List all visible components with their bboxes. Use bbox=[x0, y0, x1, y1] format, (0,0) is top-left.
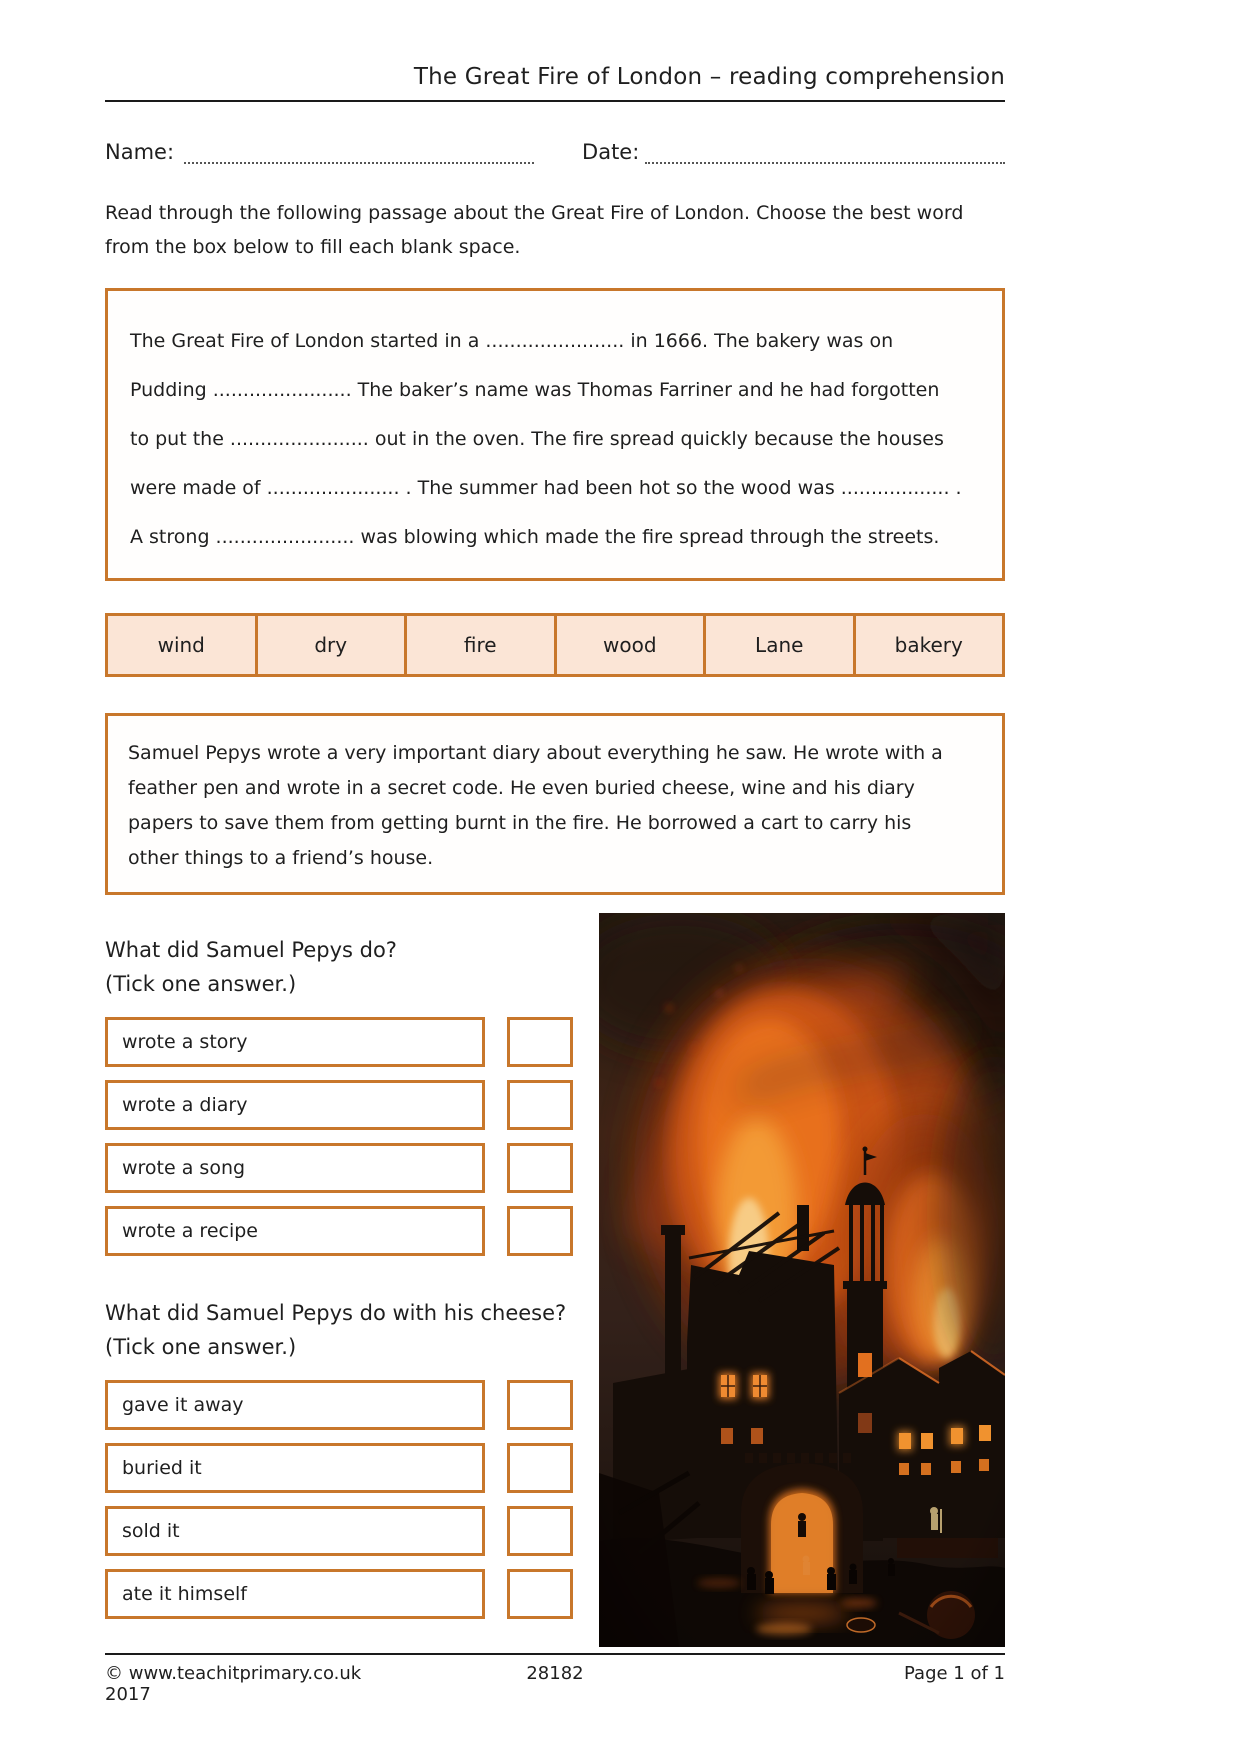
word-bank-cell: Lane bbox=[703, 613, 856, 677]
tick-checkbox[interactable] bbox=[507, 1143, 573, 1193]
questions-column bbox=[105, 933, 573, 1632]
answer-option-row bbox=[105, 1017, 573, 1067]
answer-option-box bbox=[105, 1206, 485, 1256]
answer-option-row bbox=[105, 1380, 573, 1430]
answer-option-row bbox=[105, 1143, 573, 1193]
passage-line: The Great Fire of London started in a ....................... in 1666. The bakery was on bbox=[130, 330, 894, 352]
tick-checkbox[interactable] bbox=[507, 1443, 573, 1493]
tick-checkbox[interactable] bbox=[507, 1017, 573, 1067]
question-hint: (Tick one answer.) bbox=[105, 972, 297, 996]
answer-option-box bbox=[105, 1569, 485, 1619]
answer-option-box bbox=[105, 1143, 485, 1193]
date-label: Date: bbox=[582, 140, 640, 164]
pepys-line: papers to save them from getting burnt in the fire. He borrowed a cart to carry his bbox=[128, 812, 912, 834]
page-title: The Great Fire of London – reading comprehension bbox=[413, 64, 1005, 90]
answer-option-label: buried it bbox=[122, 1457, 202, 1479]
answer-option-box bbox=[105, 1017, 485, 1067]
great-fire-painting-image bbox=[599, 913, 1005, 1647]
title-divider bbox=[105, 100, 1005, 102]
word-bank-cell: fire bbox=[404, 613, 557, 677]
tick-checkbox[interactable] bbox=[507, 1206, 573, 1256]
answer-option-label: gave it away bbox=[122, 1394, 244, 1416]
question-prompt: What did Samuel Pepys do with his cheese? bbox=[105, 1301, 567, 1325]
passage-line: to put the ....................... out in the oven. The fire spread quickly because the houses bbox=[130, 428, 944, 450]
passage-line: Pudding ....................... The baker’s name was Thomas Farriner and he had forgotten bbox=[130, 379, 940, 401]
word-bank bbox=[105, 613, 1005, 677]
tick-checkbox[interactable] bbox=[507, 1506, 573, 1556]
pepys-line: Samuel Pepys wrote a very important diary about everything he saw. He wrote with a bbox=[128, 742, 943, 764]
passage-line: were made of ...................... . The summer had been hot so the wood was .................. . bbox=[130, 477, 962, 499]
name-label: Name: bbox=[105, 140, 175, 164]
answer-option-label: ate it himself bbox=[122, 1583, 247, 1605]
footer-resource-id: 28182 bbox=[526, 1663, 584, 1684]
answer-option-box bbox=[105, 1380, 485, 1430]
answer-option-label: sold it bbox=[122, 1520, 180, 1542]
word-bank-cell: wind bbox=[105, 613, 258, 677]
tick-checkbox[interactable] bbox=[507, 1569, 573, 1619]
answer-option-label: wrote a story bbox=[122, 1031, 248, 1053]
passage-line: A strong ....................... was blowing which made the fire spread through the streets. bbox=[130, 526, 940, 548]
question-block-1 bbox=[105, 933, 573, 1256]
answer-option-row bbox=[105, 1206, 573, 1256]
questions-section bbox=[105, 933, 1005, 1647]
footer-divider bbox=[105, 1653, 1005, 1655]
footer bbox=[105, 1663, 1005, 1705]
pepys-line: feather pen and wrote in a secret code. He even buried cheese, wine and his diary bbox=[128, 777, 915, 799]
date-write-line[interactable] bbox=[645, 138, 1005, 164]
name-write-line[interactable] bbox=[184, 138, 534, 164]
tick-checkbox[interactable] bbox=[507, 1080, 573, 1130]
name-date-row bbox=[105, 134, 1005, 164]
answer-option-row bbox=[105, 1569, 573, 1619]
answer-option-label: wrote a diary bbox=[122, 1094, 248, 1116]
tick-checkbox[interactable] bbox=[507, 1380, 573, 1430]
answer-option-row bbox=[105, 1443, 573, 1493]
answer-option-label: wrote a song bbox=[122, 1157, 246, 1179]
answer-option-row bbox=[105, 1506, 573, 1556]
question-prompt: What did Samuel Pepys do? bbox=[105, 938, 397, 962]
answer-option-box bbox=[105, 1443, 485, 1493]
word-bank-cell: bakery bbox=[853, 613, 1006, 677]
answer-option-box bbox=[105, 1080, 485, 1130]
word-bank-cell: dry bbox=[255, 613, 408, 677]
footer-copyright: © www.teachitprimary.co.uk 2017 bbox=[105, 1663, 362, 1705]
answer-option-label: wrote a recipe bbox=[122, 1220, 258, 1242]
word-bank-cell: wood bbox=[554, 613, 707, 677]
footer-page-label: Page 1 of 1 bbox=[904, 1663, 1005, 1684]
pepys-line: other things to a friend’s house. bbox=[128, 847, 434, 869]
answer-option-box bbox=[105, 1506, 485, 1556]
pepys-passage-box bbox=[105, 713, 1005, 895]
instructions-text: Read through the following passage about the Great Fire of London. Choose the best word from the box below to fill each blank space. bbox=[105, 202, 964, 258]
question-hint: (Tick one answer.) bbox=[105, 1335, 297, 1359]
question-block-2 bbox=[105, 1296, 573, 1619]
answer-option-row bbox=[105, 1080, 573, 1130]
cloze-passage-box bbox=[105, 288, 1005, 581]
